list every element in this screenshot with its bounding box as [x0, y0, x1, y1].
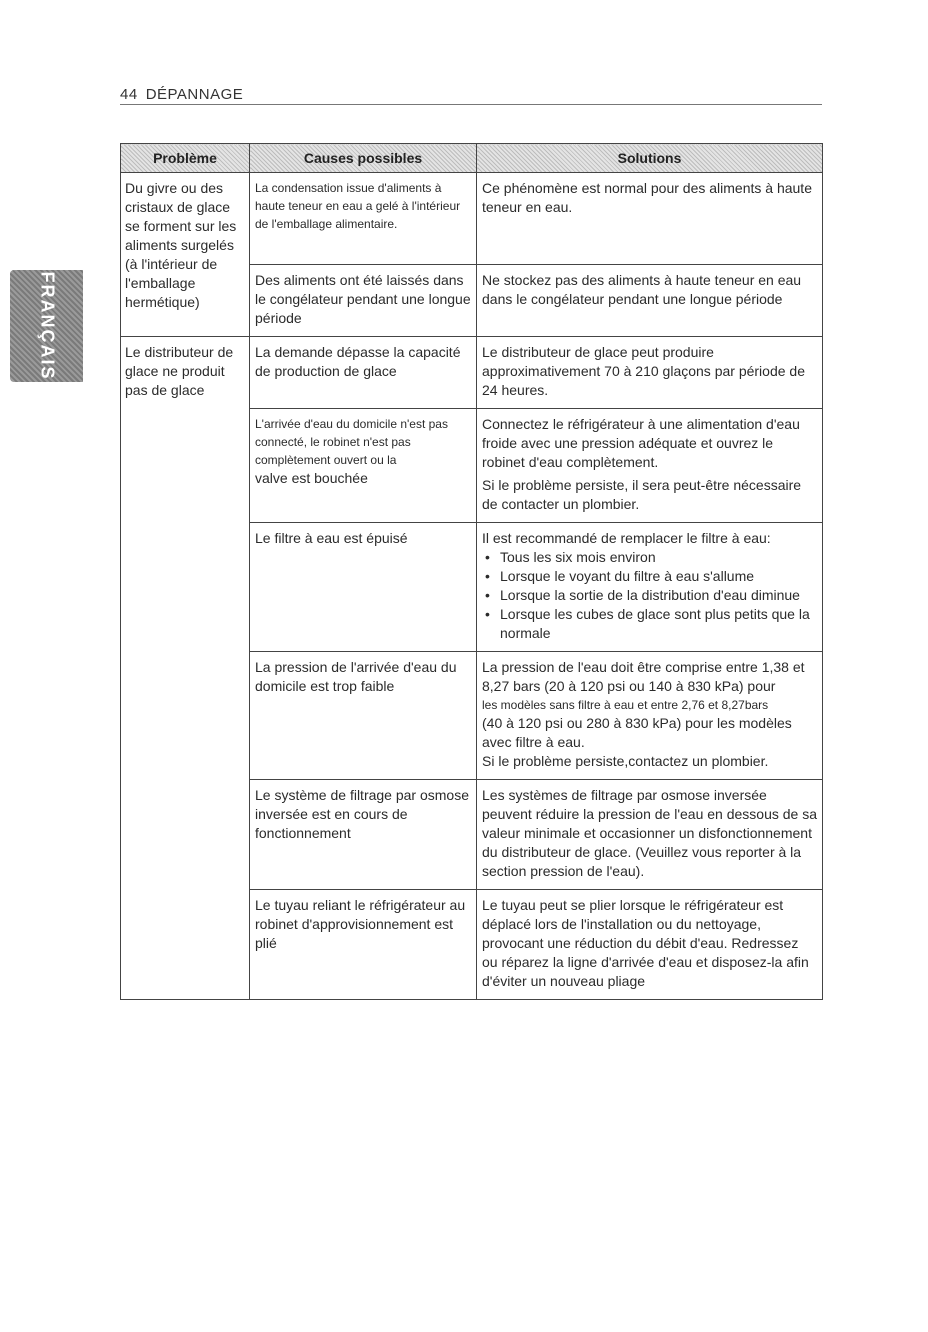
page-number: 44 — [120, 86, 138, 103]
table-header-row — [121, 144, 823, 173]
list-item: • Tous les six mois environ — [482, 548, 817, 567]
solution-text: Connectez le réfrigérateur à une alimentation d'eau froide avec une pression adéquate et ouvrez le robinet d'eau complètement. — [482, 416, 800, 470]
table-row — [121, 337, 823, 409]
header-causes: Causes possibles — [250, 144, 477, 173]
cause-cell: Le tuyau reliant le réfrigérateur au robinet d'approvisionnement est plié — [250, 890, 477, 1000]
bullet-list — [482, 548, 817, 643]
solution-cell: Le distributeur de glace peut produire approximativement 70 à 210 glaçons par période de 24 heures. — [477, 337, 823, 409]
list-item: • Lorsque les cubes de glace sont plus petits que la normale — [482, 605, 817, 643]
solution-small-text: les modèles sans filtre à eau et entre 2,76 et 8,27bars — [482, 698, 769, 712]
cause-cell: Le système de filtrage par osmose inversée est en cours de fonctionnement — [250, 780, 477, 890]
page-header — [120, 86, 822, 105]
solution-cell: Le tuyau peut se plier lorsque le réfrigérateur est déplacé lors de l'installation ou du nettoyage, provocant une réduction du débit d'eau. Redressez ou réparez la ligne d'arrivée d'eau et disposez-la afin d'éviter un nouveau pliage — [477, 890, 823, 1000]
solution-text: Si le problème persiste,contactez un plombier. — [482, 753, 769, 769]
solution-text: Si le problème persiste, il sera peut-être nécessaire de contacter un plombier. — [482, 477, 802, 512]
solution-cell: Ne stockez pas des aliments à haute teneur en eau dans le congélateur pendant une longue période — [477, 265, 823, 337]
list-item: • Lorsque la sortie de la distribution d'eau diminue — [482, 586, 817, 605]
problem-frost: Du givre ou des cristaux de glace se forment sur les aliments surgelés (à l'intérieur de l'emballage hermétique) — [121, 173, 250, 337]
cause-cell: La pression de l'arrivée d'eau du domicile est trop faible — [250, 652, 477, 780]
solution-cell — [477, 652, 823, 780]
section-title: DÉPANNAGE — [145, 86, 244, 103]
list-item: • Lorsque le voyant du filtre à eau s'allume — [482, 567, 817, 586]
solution-text: (40 à 120 psi ou 280 à 830 kPa) pour les modèles avec filtre à eau. — [482, 715, 792, 750]
cause-small-text: L'arrivée d'eau du domicile n'est pas connecté, le robinet n'est pas complètement ouvert ou la — [255, 417, 448, 467]
header-problem: Problème — [121, 144, 250, 173]
cause-cell: Le filtre à eau est épuisé — [250, 523, 477, 652]
cause-cell: Des aliments ont été laissés dans le congélateur pendant une longue période — [250, 265, 477, 337]
problem-ice-dispenser: Le distributeur de glace ne produit pas de glace — [121, 337, 250, 1000]
solution-cell — [477, 523, 823, 652]
cause-text: valve est bouchée — [255, 470, 368, 486]
solution-intro: Il est recommandé de remplacer le filtre à eau: — [482, 530, 771, 546]
cause-cell: La demande dépasse la capacité de production de glace — [250, 337, 477, 409]
table-row — [121, 173, 823, 265]
solution-cell: Ce phénomène est normal pour des aliments à haute teneur en eau. — [477, 173, 823, 265]
language-side-tab — [10, 270, 83, 382]
header-solutions: Solutions — [477, 144, 823, 173]
language-tab-label: FRANÇAIS — [37, 271, 57, 381]
solution-text: La pression de l'eau doit être comprise entre 1,38 et 8,27 bars (20 à 120 psi ou 140 à 830 kPa) pour — [482, 659, 805, 694]
solution-cell: Les systèmes de filtrage par osmose inversée peuvent réduire la pression de l'eau en dessous de sa valeur minimale et occasionner un disfonctionnement du distributeur de glace. (Veuillez vous reporter à la section pression de l'eau). — [477, 780, 823, 890]
cause-cell: La condensation issue d'aliments à haute teneur en eau a gelé à l'intérieur de l'emballage alimentaire. — [250, 173, 477, 265]
cause-cell — [250, 409, 477, 523]
solution-cell — [477, 409, 823, 523]
troubleshooting-table — [120, 143, 823, 1000]
